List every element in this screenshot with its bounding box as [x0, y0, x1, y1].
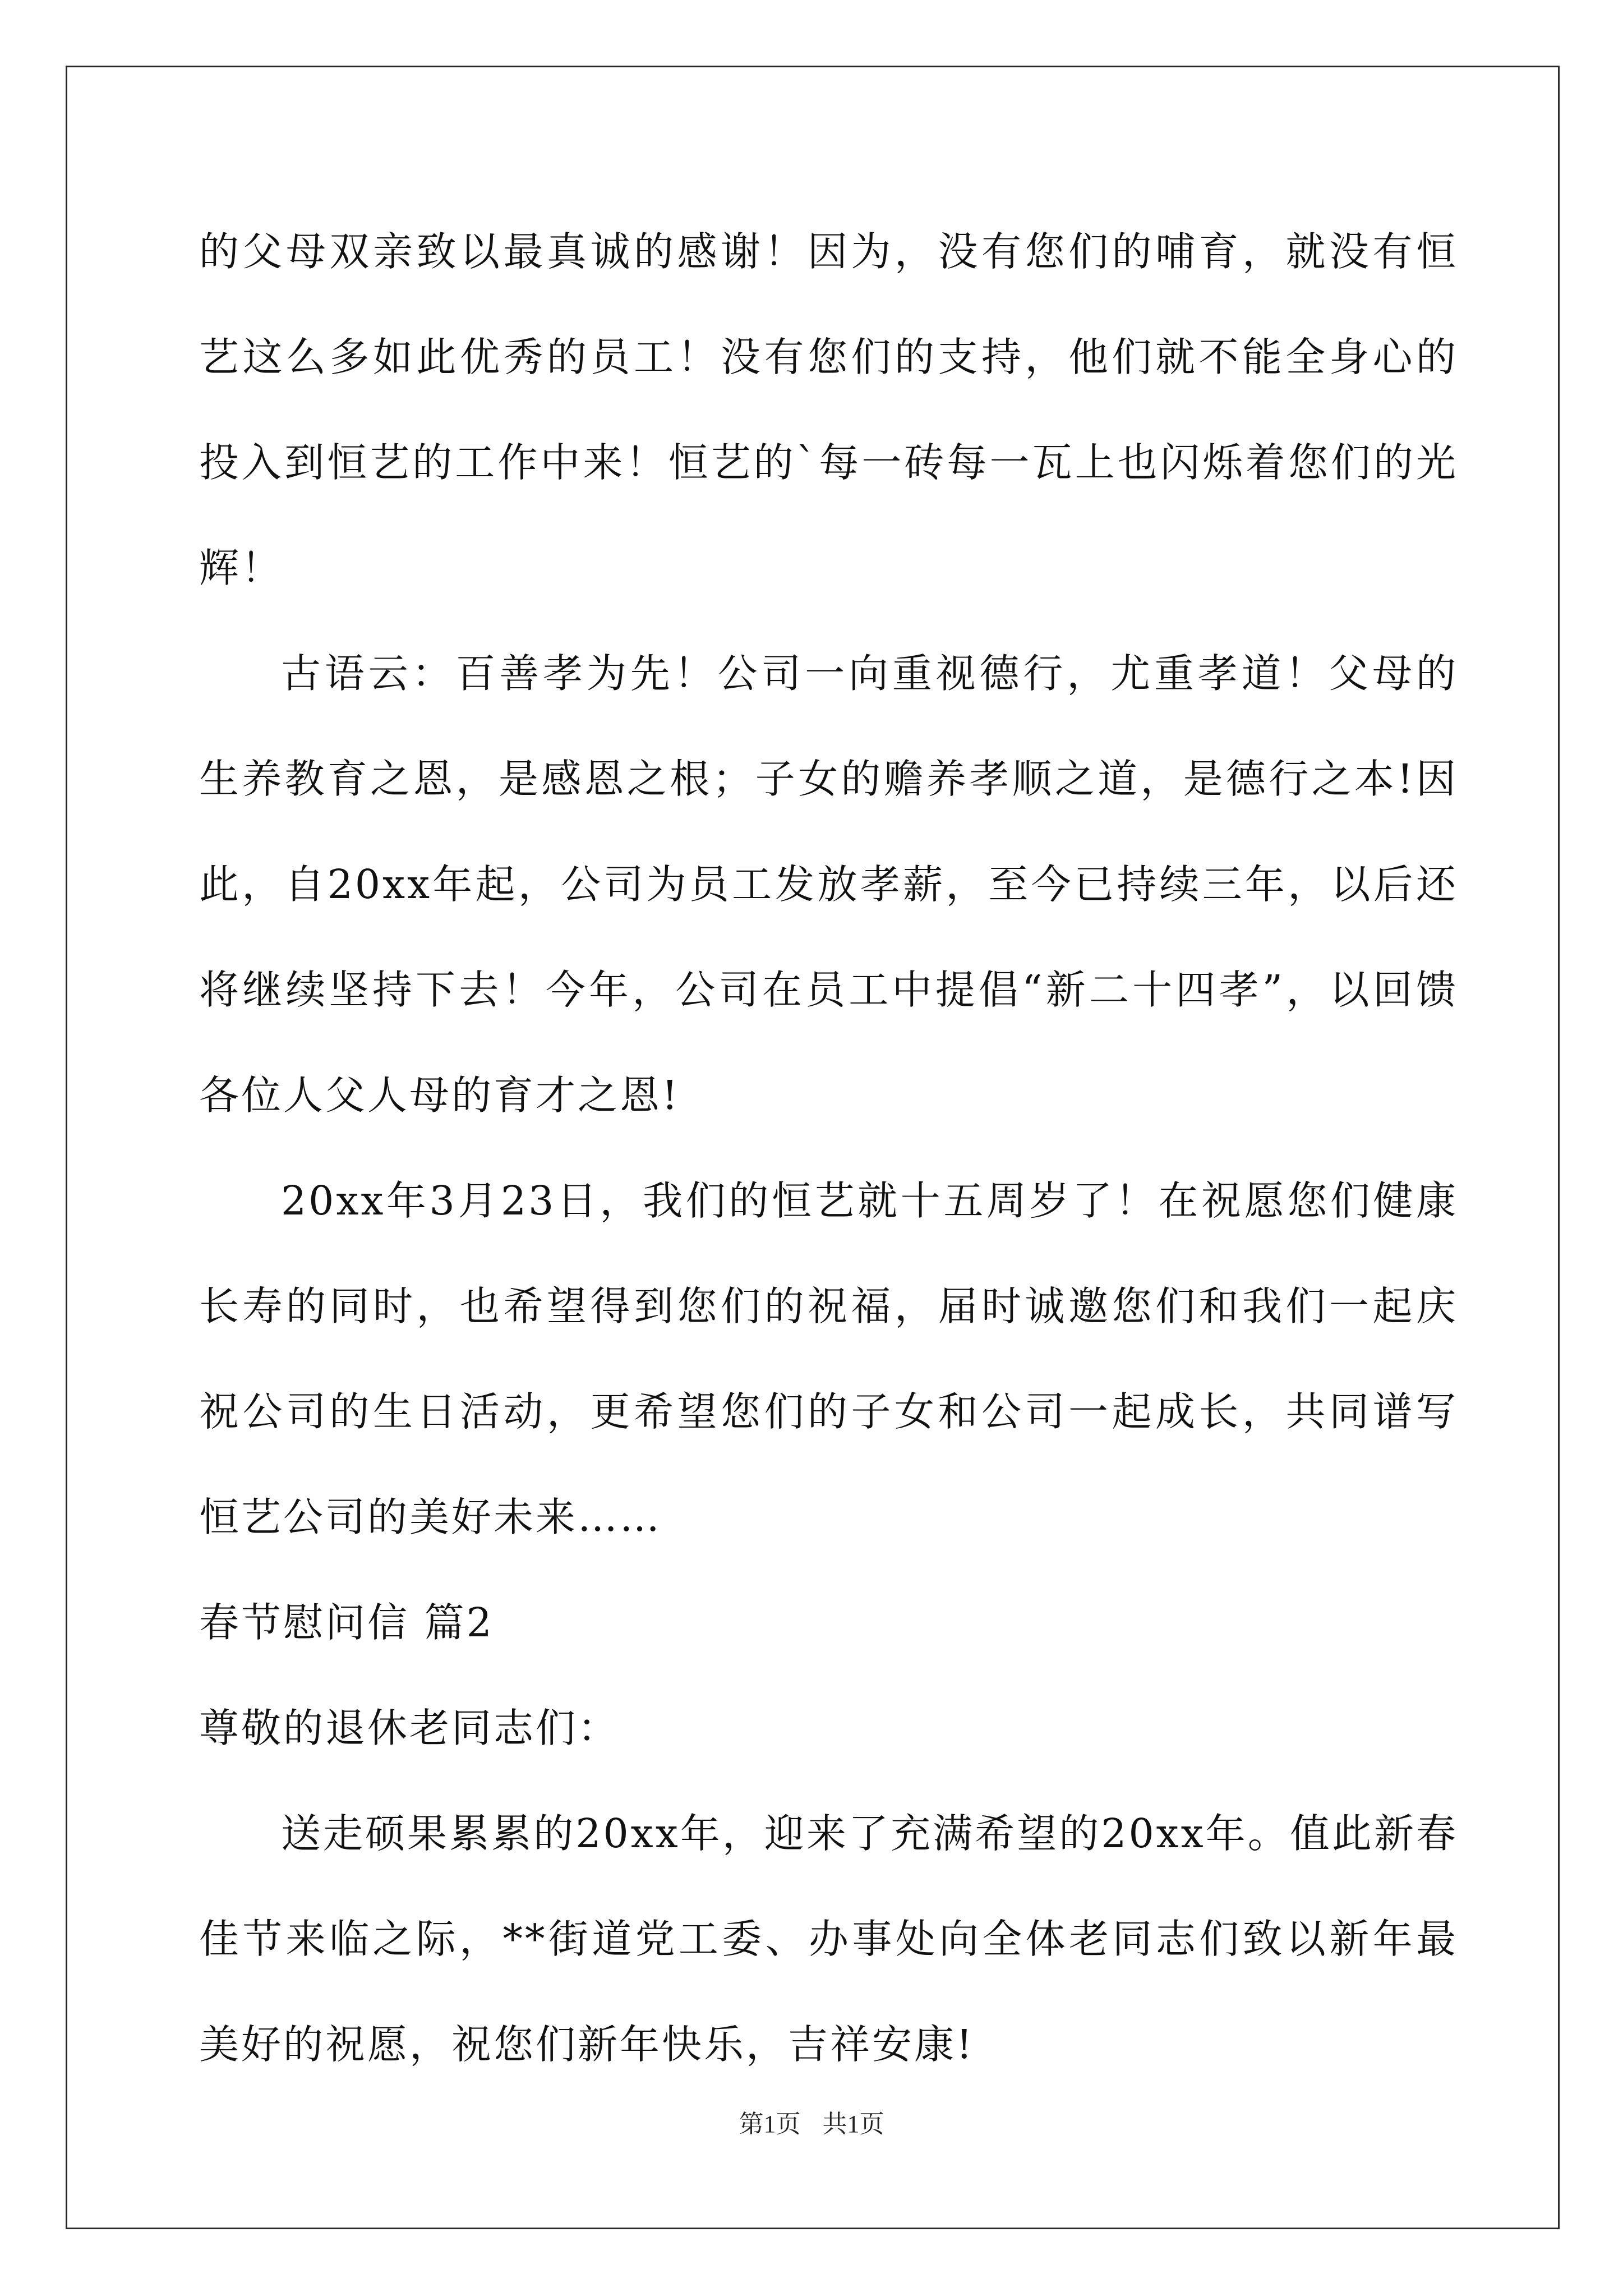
page-number-total: 共1页 [822, 2110, 884, 2138]
paragraph-3: 20xx年3月23日，我们的恒艺就十五周岁了！在祝愿您们健康长寿的同时，也希望得到您们的祝福，届时诚邀您们和我们一起庆祝公司的生日活动，更希望您们的子女和公司一起成长，共同谱写恒艺公司的美好未来…… [199, 1177, 1458, 1540]
paragraph-1: 的父母双亲致以最真诚的感谢！因为，没有您们的哺育，就没有恒艺这么多如此优秀的员工！没有您们的支持，他们就不能全身心的投入到恒艺的工作中来！恒艺的`每一砖每一瓦上也闪烁着您们的光辉！ [199, 228, 1458, 591]
page-footer [0, 2104, 1623, 2139]
page-number-current: 第1页 [739, 2110, 801, 2138]
paragraph-2: 古语云：百善孝为先！公司一向重视德行，尤重孝道！父母的生养教育之恩，是感恩之根；子女的赡养孝顺之道，是德行之本!因此，自20xx年起，公司为员工发放孝薪，至今已持续三年，以后还将继续坚持下去！今年，公司在员工中提倡“新二十四孝”，以回馈各位人父人母的育才之恩! [199, 650, 1458, 1119]
paragraph-4: 送走硕果累累的20xx年，迎来了充满希望的20xx年。值此新春佳节来临之际，**街道党工委、办事处向全体老同志们致以新年最美好的祝愿，祝您们新年快乐，吉祥安康! [199, 1810, 1458, 2068]
document-body [199, 199, 1458, 2097]
salutation: 尊敬的退休老同志们： [199, 1705, 620, 1751]
section-title: 春节慰问信 篇2 [199, 1599, 494, 1646]
